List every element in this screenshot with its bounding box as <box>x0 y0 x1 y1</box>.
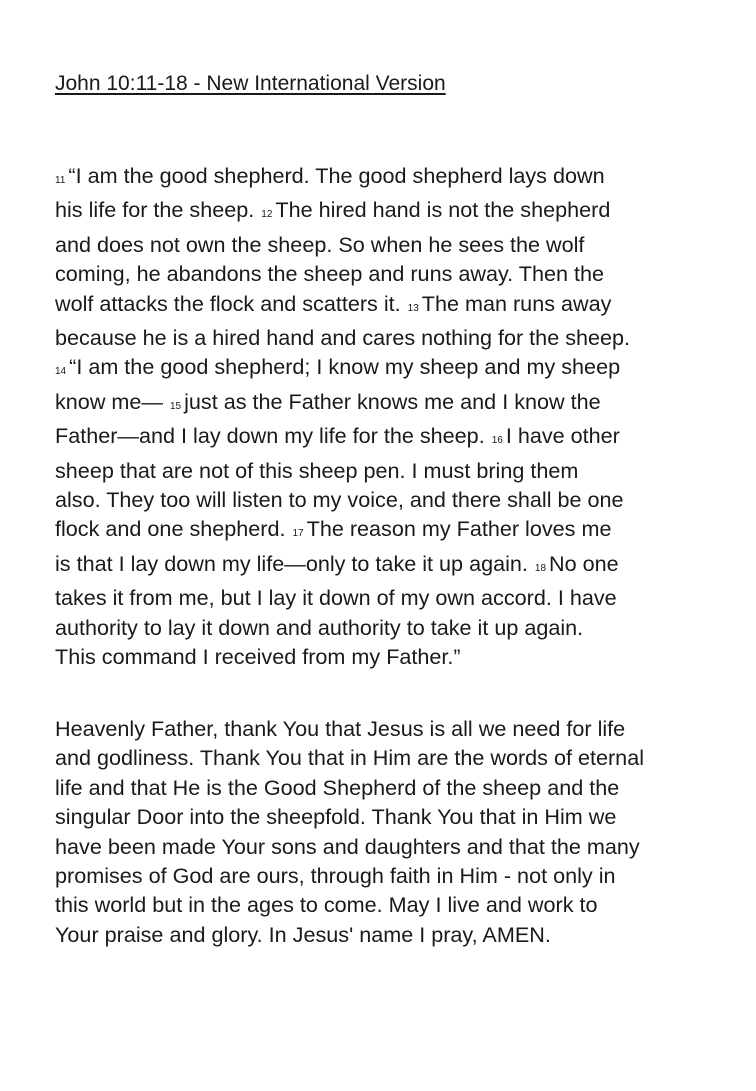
passage-line <box>55 289 735 323</box>
passage-text: wolf attacks the flock and scatters it. <box>55 290 407 316</box>
verse-number: 17 <box>292 528 304 540</box>
passage-text: sheep that are not of this sheep pen. I must bring them <box>55 457 579 483</box>
passage-line <box>55 583 735 612</box>
passage-line <box>55 387 735 421</box>
passage-line <box>55 549 735 583</box>
passage-text: The man runs away <box>421 290 612 316</box>
prayer-paragraph <box>55 714 735 949</box>
prayer-line: promises of God are ours, through faith in Him - not only in <box>55 863 616 889</box>
scripture-passage <box>55 161 735 672</box>
passage-text: his life for the sheep. <box>55 197 261 223</box>
prayer-line: Heavenly Father, thank You that Jesus is all we need for life <box>55 716 626 741</box>
verse-number: 14 <box>55 366 67 378</box>
prayer-line: this world but in the ages to come. May I live and work to <box>55 892 598 918</box>
passage-text: know me— <box>55 388 169 414</box>
page-title: John 10:11-18 - New International Version <box>55 72 446 95</box>
passage-text: and does not own the sheep. So when he sees the wolf <box>55 231 585 257</box>
passage-text: also. They too will listen to my voice, and there shall be one <box>55 487 624 513</box>
passage-text: “I am the good shepherd. The good shepherd lays down <box>68 163 605 188</box>
passage-line <box>55 323 735 352</box>
passage-text: No one <box>549 550 619 576</box>
passage-text: authority to lay it down and authority to take it up again. <box>55 614 584 640</box>
passage-line <box>55 456 735 485</box>
prayer-line: life and that He is the Good Shepherd of the sheep and the <box>55 774 620 800</box>
passage-line <box>55 514 735 548</box>
passage-text: flock and one shepherd. <box>55 516 292 542</box>
passage-line <box>55 613 735 642</box>
verse-number: 16 <box>491 435 503 447</box>
passage-text: just as the Father knows me and I know the <box>184 388 601 414</box>
passage-text: is that I lay down my life—only to take it up again. <box>55 550 534 576</box>
prayer-line: have been made Your sons and daughters and that the many <box>55 833 640 859</box>
passage-line <box>55 161 735 195</box>
passage-text: The reason my Father loves me <box>306 516 612 542</box>
passage-line <box>55 230 735 259</box>
passage-text: This command I received from my Father.” <box>55 644 461 670</box>
verse-number: 15 <box>170 400 182 412</box>
passage-line <box>55 421 735 455</box>
prayer-line: and godliness. Thank You that in Him are the words of eternal <box>55 745 644 771</box>
passage-line <box>55 485 735 514</box>
verse-number: 13 <box>407 302 419 314</box>
passage-line <box>55 642 735 671</box>
prayer-line: Your praise and glory. In Jesus' name I pray, AMEN. <box>55 921 551 947</box>
passage-line <box>55 195 735 229</box>
passage-text: I have other <box>505 423 620 449</box>
passage-text: Father—and I lay down my life for the sheep. <box>55 423 491 449</box>
passage-text: takes it from me, but I lay it down of my own accord. I have <box>55 585 617 611</box>
verse-number: 12 <box>261 209 273 221</box>
verse-number: 18 <box>534 562 547 574</box>
passage-text: coming, he abandons the sheep and runs away. Then the <box>55 261 605 287</box>
verse-number: 11 <box>55 175 66 186</box>
prayer-line: singular Door into the sheepfold. Thank You that in Him we <box>55 804 617 830</box>
passage-text: because he is a hired hand and cares nothing for the sheep. <box>55 325 631 351</box>
passage-text: “I am the good shepherd; I know my sheep and my sheep <box>69 354 621 380</box>
passage-text: The hired hand is not the shepherd <box>275 197 611 223</box>
passage-line <box>55 352 735 386</box>
passage-line <box>55 259 735 288</box>
